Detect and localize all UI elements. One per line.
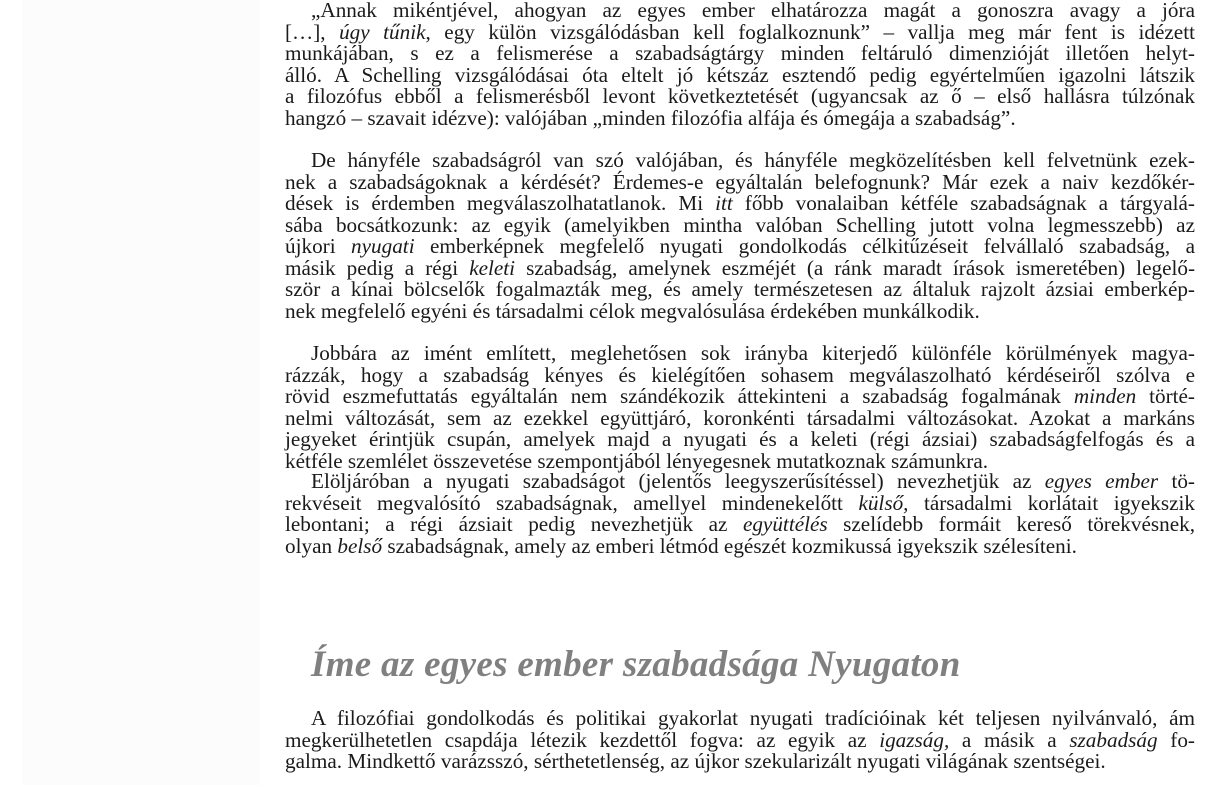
text-run: De hányféle szabadságról van szó valójában, és hányféle megközelítésben kell felvetnünk ezek- <box>311 148 1195 172</box>
text-line <box>285 212 1195 237</box>
text-run: jegyeket érintjük csupán, amelyek majd a nyugati és a keleti (régi ázsiai) szabadságfelfogás és a <box>285 427 1195 451</box>
emphasis-text: itt <box>715 191 733 215</box>
text-line <box>285 279 1195 301</box>
text-line <box>285 105 1195 130</box>
text-run: Jobbára az imént említett, meglehetősen sok irányba kiterjedő különféle körülmények magya- <box>311 341 1195 365</box>
text-run: ször a kínai bölcselők fogalmazták meg, és amely természetesen az általuk rajzolt ázsiai emberkép- <box>285 277 1195 301</box>
text-line <box>285 150 1195 172</box>
text-run: törté- <box>1136 384 1195 408</box>
text-run: Elöljáróban a nyugati szabadságot (jelentős leegyszerűsítéssel) nevezhetjük az <box>311 469 1045 493</box>
text-line <box>285 193 1195 215</box>
text-line <box>285 751 1195 773</box>
section-paragraph <box>285 708 1195 773</box>
text-run: galma. Mindkettő varázsszó, sérthetetlenség, az újkor szekularizált nyugati világának szentségei. <box>285 749 1106 773</box>
emphasis-text: szabadság <box>1069 727 1158 752</box>
paragraph <box>285 0 1195 129</box>
text-run: tö- <box>1158 469 1195 493</box>
text-run: munkájában, s ez a felismerése a szabadságtárgy minden feltáruló dimenzióját illetően helyt- <box>285 41 1195 65</box>
text-line <box>285 62 1195 87</box>
text-line <box>285 490 1195 515</box>
text-run: a filozófus ebből a felismerésből levont következtetését (ugyancsak az ő – első hallásra túlzónak <box>285 84 1195 108</box>
emphasis-text: egyes ember <box>1044 469 1159 493</box>
text-run: fo- <box>1157 727 1195 752</box>
emphasis-text: keleti <box>469 255 516 280</box>
text-line <box>285 86 1195 108</box>
text-run: dések is érdemben megválaszolhatatlanok. Mi <box>285 191 716 215</box>
text-run: társadalmi korlátait igyekszik <box>908 490 1195 515</box>
text-line <box>285 298 1195 323</box>
text-run: főbb vonalaiban kétféle szabadságnak a tárgyalá- <box>732 191 1195 215</box>
text-run: a másik a <box>949 727 1070 752</box>
text-run: álló. A Schelling vizsgálódásai óta eltelt jó kétszáz esztendő pedig egyértelműen igazolni látszik <box>285 62 1195 87</box>
text-run: szelídebb formáit kereső törekvésnek, <box>827 512 1195 536</box>
text-run: rövid eszmefuttatás egyáltalán nem szándékozik áttekinteni a szabadság fogalmának <box>285 384 1074 408</box>
emphasis-text: együttélés <box>742 512 828 536</box>
text-run: A filozófiai gondolkodás és politikai gyakorlat nyugati tradícióinak két teljesen nyilvánvaló, ám <box>311 706 1195 730</box>
text-run: nek megfelelő egyéni és társadalmi célok megvalósulása érdekében munkálkodik. <box>285 298 980 323</box>
text-run: újkori <box>285 234 352 258</box>
text-line <box>285 343 1195 365</box>
text-line <box>285 43 1195 65</box>
text-line <box>285 362 1195 387</box>
text-line <box>285 386 1195 408</box>
page-margin-shade <box>22 0 260 785</box>
emphasis-text: minden <box>1073 384 1137 408</box>
text-run: rázzák, hogy a szabadság kényes és kielégítően sohasem megválaszolható kérdéseiről szólva e <box>285 362 1195 387</box>
paragraph <box>285 150 1195 322</box>
text-run: nelmi változását, sem az ezekkel együttjáró, koronkénti társadalmi változásokat. Azokat a markáns <box>285 405 1195 430</box>
emphasis-text: külső, <box>858 490 909 515</box>
emphasis-text: nyugati <box>351 234 415 258</box>
text-run: szabadság, amelynek eszméjét (a ránk maradt írások ismeretében) legelő- <box>515 255 1196 280</box>
text-line <box>285 727 1195 752</box>
text-line <box>285 405 1195 430</box>
text-run: „Annak mikéntjével, ahogyan az egyes ember elhatározza magát a gonoszra avagy a jóra <box>311 0 1195 22</box>
text-line <box>285 236 1195 258</box>
emphasis-text: belső <box>337 533 383 558</box>
text-run: lebontani; a régi ázsiait pedig nevezhetjük az <box>285 512 743 536</box>
text-line <box>285 514 1195 536</box>
text-run: sába bocsátkozunk: az egyik (amelyikben mintha valóban Schelling jutott volna legmesszebb) az <box>285 212 1195 237</box>
text-run: hangzó – szavait idézve): valójában „minden filozófia alfája és ómegája a szabadság”. <box>285 105 1016 130</box>
text-line <box>285 708 1195 730</box>
text-run: , egy külön vizsgálódásban kell foglalkoznunk” – vallja meg már fent is idézett <box>425 19 1195 44</box>
section-heading: Íme az egyes ember szabadsága Nyugaton <box>311 644 961 685</box>
text-line <box>285 533 1195 558</box>
text-run: szabadságnak, amely az emberi létmód egészét kozmikussá igyekszik szélesíteni. <box>382 533 1077 558</box>
emphasis-text: úgy tűnik <box>339 19 426 44</box>
text-run: megkerülhetetlen csapdája létezik kezdettől fogva: az egyik az <box>285 727 880 752</box>
text-run: nek a szabadságoknak a kérdését? Érdemes-e egyáltalán belefognunk? Már ezek a naiv kezdőkér- <box>285 169 1195 194</box>
text-line <box>285 255 1196 280</box>
text-run: kétféle szemlélet összevetése szempontjából lényegesnek mutatkoznak számunkra. <box>285 448 989 473</box>
text-run: emberképnek megfelelő nyugati gondolkodás célkitűzéseit felvállaló szabadság, a <box>414 234 1195 258</box>
text-run: […], <box>285 19 340 44</box>
text-run: olyan <box>285 533 338 558</box>
text-line <box>285 169 1195 194</box>
text-run: rekvéseit megvalósító szabadságnak, amellyel mindenekelőtt <box>285 490 859 515</box>
emphasis-text: igazság, <box>879 727 950 752</box>
text-line <box>285 19 1195 44</box>
text-line <box>285 0 1195 22</box>
paragraph <box>285 343 1195 472</box>
text-line <box>285 429 1195 451</box>
text-line <box>285 471 1195 493</box>
paragraph <box>285 471 1195 557</box>
text-run: másik pedig a régi <box>285 255 470 280</box>
